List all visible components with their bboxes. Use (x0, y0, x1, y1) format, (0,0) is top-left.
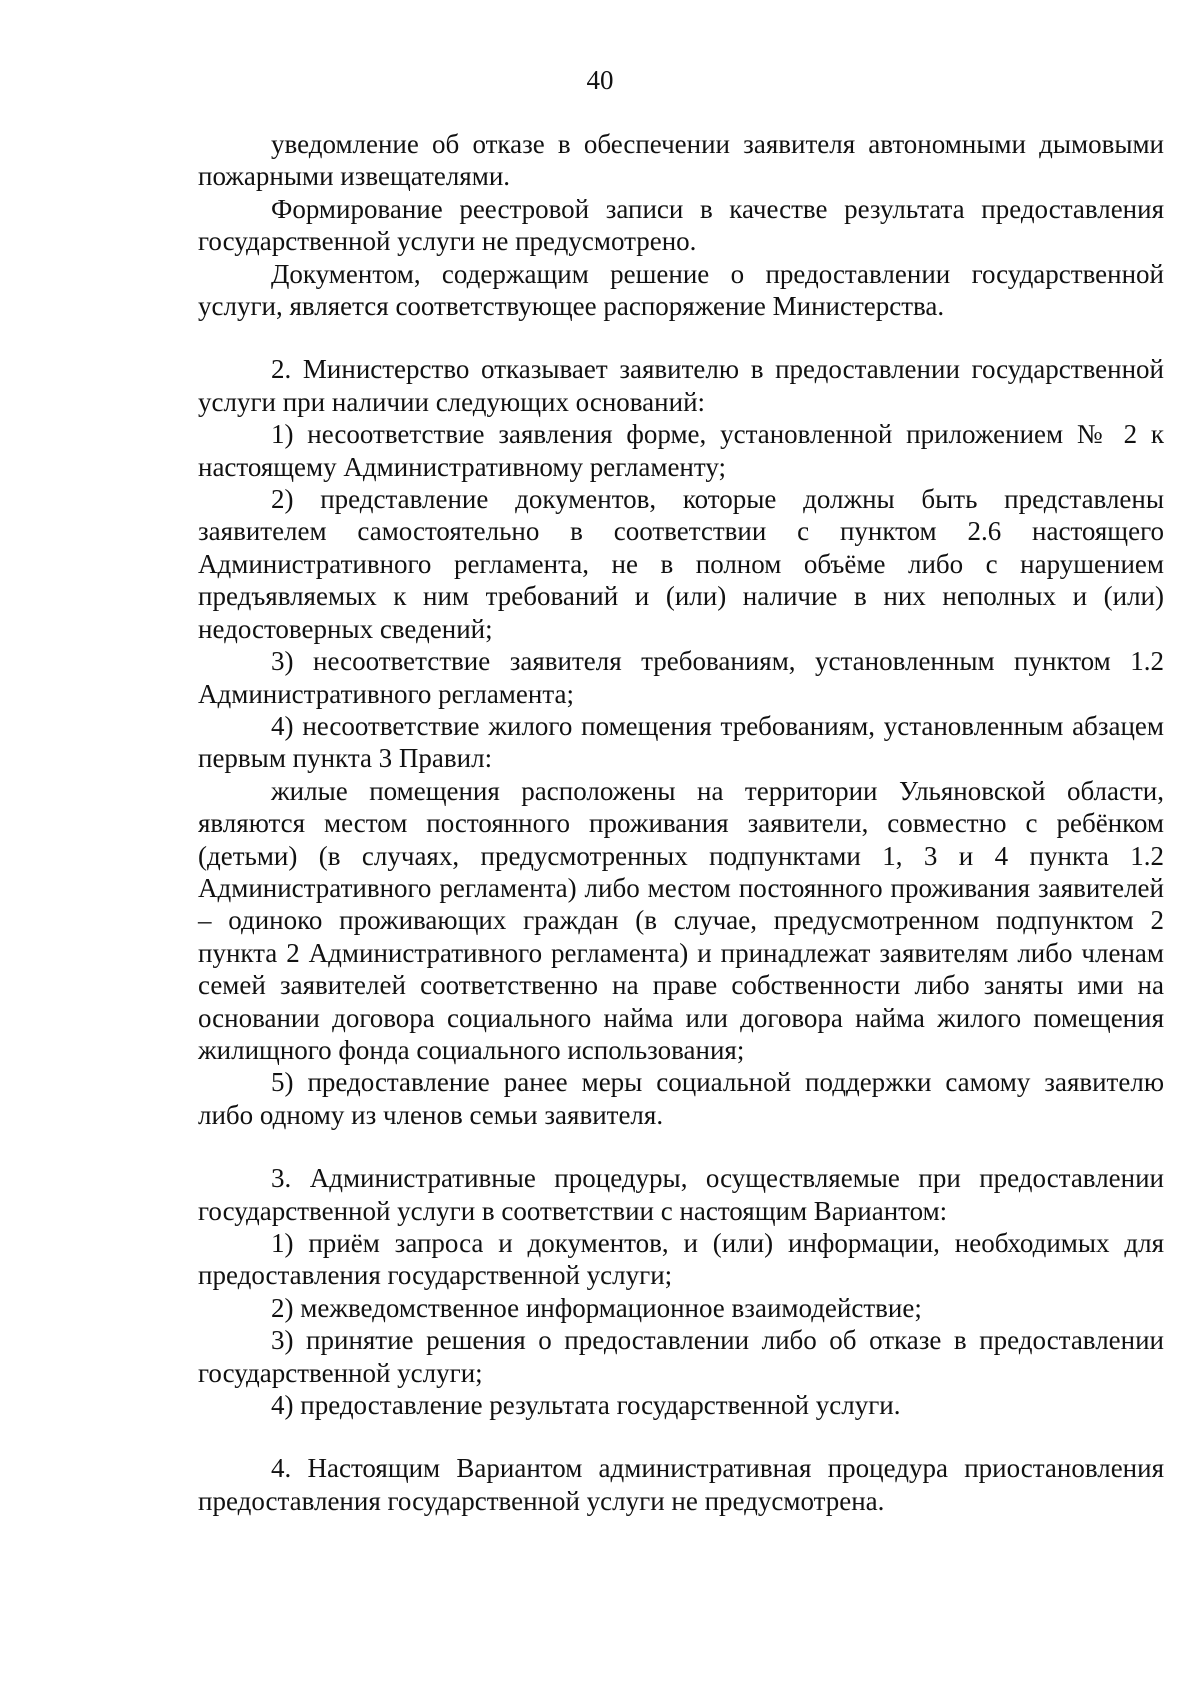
list-item-paragraph: 5) предоставление ранее меры социальной поддержки самому заявителю либо одному из членов семьи заявителя. (198, 1067, 1164, 1130)
document-body (198, 128, 1164, 1517)
list-item-paragraph: 3) несоответствие заявителя требованиям, установленным пунктом 1.2 Административного регламента; (198, 646, 1164, 709)
paragraph: Формирование реестровой записи в качестве результата предоставления государственной услуги не предусмотрено. (198, 193, 1164, 257)
list-item-paragraph: 1) приём запроса и документов, и (или) информации, необходимых для предоставления государственной услуги; (198, 1228, 1164, 1291)
list-item-paragraph: 3) принятие решения о предоставлении либо об отказе в предоставлении государственной услуги; (198, 1325, 1164, 1388)
section-3-heading-paragraph: 3. Административные процедуры, осуществляемые при предоставлении государственной услуги в соответствии с настоящим Вариантом: (198, 1163, 1164, 1226)
paragraph: уведомление об отказе в обеспечении заявителя автономными дымовыми пожарными извещателями. (198, 129, 1164, 192)
list-item-paragraph: 2) представление документов, которые должны быть представлены заявителем самостоятельно в соответствии с пунктом 2.6 настоящего Административного регламента, не в полном объёме либо с нарушением предъявляемых к ним требований и (или) наличие в них неполных и (или) недостоверных сведений; (198, 484, 1164, 644)
paragraph: жилые помещения расположены на территории Ульяновской области, являются местом постоянного проживания заявители, совместно с ребёнком (детьми) (в случаях, предусмотренных подпунктами 1, 3 и 4 пункта 1.2 Административного регламента) либо местом постоянного проживания заявителей – одиноко проживающих граждан (в случае, предусмотренном подпунктом 2 пункта 2 Административного регламента) и принадлежат заявителям либо членам семей заявителей соответственно на праве собственности либо заняты ими на основании договора социального найма или договора найма жилого помещения жилищного фонда социального использования; (198, 775, 1164, 1065)
list-item-paragraph: 4) несоответствие жилого помещения требованиям, установленным абзацем первым пункта 3 Правил: (198, 710, 1164, 774)
page-number: 40 (586, 65, 614, 95)
section-4-paragraph: 4. Настоящим Вариантом административная процедура приостановления предоставления государственной услуги не предусмотрена. (198, 1453, 1164, 1516)
list-item-paragraph: 4) предоставление результата государственной услуги. (271, 1390, 901, 1421)
list-item-paragraph: 2) межведомственное информационное взаимодействие; (271, 1292, 922, 1323)
list-item-paragraph: 1) несоответствие заявления форме, установленной приложением № 2 к настоящему Административному регламенту; (198, 419, 1164, 482)
section-2-heading-paragraph: 2. Министерство отказывает заявителю в предоставлении государственной услуги при наличии следующих оснований: (198, 354, 1164, 417)
paragraph: Документом, содержащим решение о предоставлении государственной услуги, является соответствующее распоряжение Министерства. (198, 258, 1164, 322)
